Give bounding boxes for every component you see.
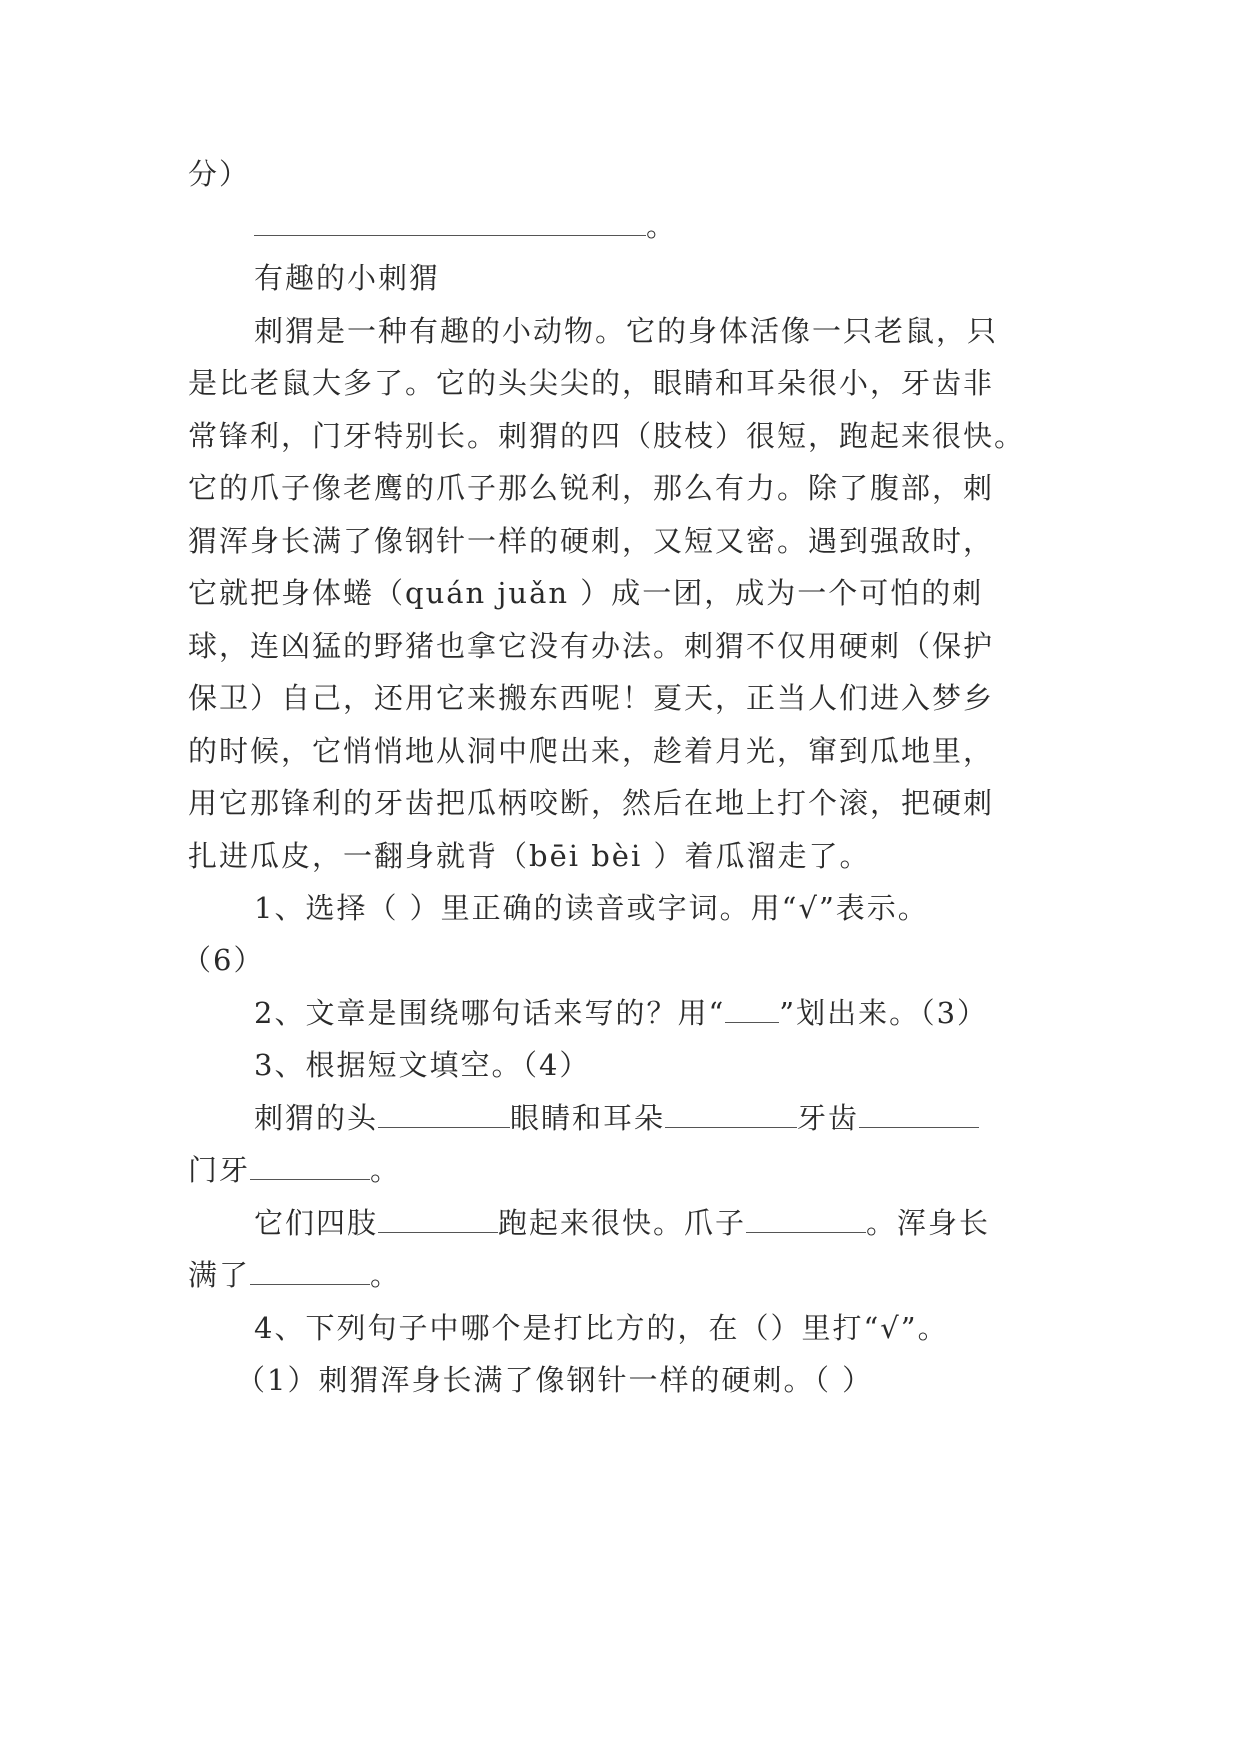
story-line-3: 常锋利，门牙特别长。刺猬的四（肢枝）很短，跑起来很快。 (188, 419, 1026, 453)
fill-label-front-teeth: 门牙 (188, 1153, 251, 1187)
story-line-2: 是比老鼠大多了。它的头尖尖的，眼睛和耳朵很小，牙齿非 (188, 366, 995, 400)
question-2 (254, 991, 988, 1032)
fill-blank-full-of[interactable] (250, 1260, 370, 1285)
answer-line (254, 204, 677, 245)
fen-text: 分） (188, 157, 251, 191)
fill-row-2-period: 。 (370, 1153, 402, 1187)
answer-blank[interactable] (254, 211, 646, 236)
fill-row-1 (254, 1096, 979, 1137)
story-line-8: 保卫）自己，还用它来搬东西呢！夏天，正当人们进入梦乡 (188, 681, 995, 715)
fill-blank-limbs[interactable] (378, 1208, 498, 1233)
story-title: 有趣的小刺猬 (254, 261, 441, 295)
fill-blank-front-teeth[interactable] (250, 1155, 370, 1180)
fill-blank-eyes-ears[interactable] (665, 1103, 797, 1128)
question-3: 3、根据短文填空。（4） (254, 1048, 591, 1082)
question-4: 4、下列句子中哪个是打比方的，在（）里打“√”。 (254, 1311, 949, 1345)
answer-period: 。 (646, 209, 678, 243)
fill-label-eyes-ears: 眼睛和耳朵 (510, 1101, 666, 1135)
story-line-4: 它的爪子像老鹰的爪子那么锐利，那么有力。除了腹部，刺 (188, 471, 995, 505)
fill-blank-claws[interactable] (746, 1208, 866, 1233)
story-line-5: 猬浑身长满了像钢针一样的硬刺，又短又密。遇到强敌时， (188, 524, 995, 558)
question-2-text-a: 2、文章是围绕哪句话来写的？用“ (254, 996, 726, 1030)
fill-label-claws: 跑起来很快。爪子 (498, 1206, 747, 1240)
fill-blank-head[interactable] (378, 1103, 510, 1128)
fill-row-2 (188, 1148, 401, 1189)
fill-label-head: 刺猬的头 (254, 1101, 379, 1135)
fill-row-3 (254, 1201, 990, 1242)
fill-label-body: 。浑身长 (866, 1206, 991, 1240)
story-line-1: 刺猬是一种有趣的小动物。它的身体活像一只老鼠，只 (254, 314, 999, 348)
fill-label-full-of: 满了 (188, 1258, 251, 1292)
fill-label-teeth: 牙齿 (797, 1101, 860, 1135)
story-line-11: 扎进瓜皮，一翻身就背（bēi bèi ）着瓜溜走了。 (188, 839, 871, 873)
story-line-10: 用它那锋利的牙齿把瓜柄咬断，然后在地上打个滚，把硬刺 (188, 786, 995, 820)
question-4-item-1: （1）刺猬浑身长满了像钢针一样的硬刺。（ ） (236, 1363, 874, 1397)
story-line-9: 的时候，它悄悄地从洞中爬出来，趁着月光，窜到瓜地里， (188, 734, 995, 768)
question-2-text-b: ”划出来。（3） (779, 996, 989, 1030)
fill-row-4 (188, 1253, 401, 1294)
story-line-6: 它就把身体蜷（quán juǎn ）成一团，成为一个可怕的刺 (188, 576, 984, 610)
underline-sample (725, 998, 779, 1023)
fill-blank-teeth[interactable] (859, 1103, 979, 1128)
question-1-score: （6） (182, 943, 265, 977)
fill-row-4-period: 。 (370, 1258, 402, 1292)
story-line-7: 球，连凶猛的野猪也拿它没有办法。刺猬不仅用硬刺（保护 (188, 629, 995, 663)
question-1: 1、选择（ ）里正确的读音或字词。用“√”表示。 (254, 891, 929, 925)
fill-label-limbs: 它们四肢 (254, 1206, 379, 1240)
